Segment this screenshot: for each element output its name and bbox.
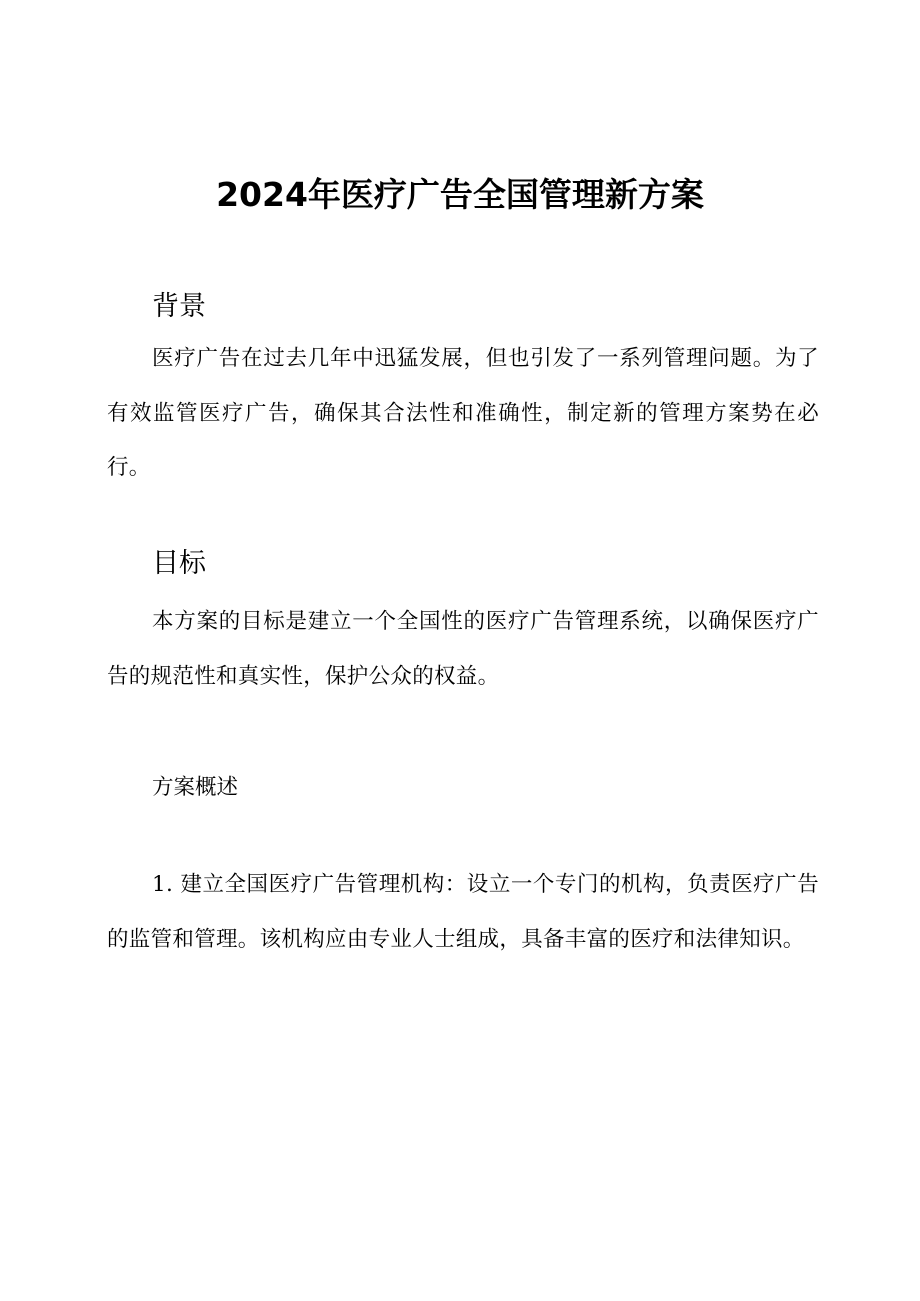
section-heading-goal: 目标	[152, 548, 206, 579]
section-heading-background: 背景	[152, 291, 206, 322]
page-title: 2024年医疗广告全国管理新方案	[216, 175, 704, 214]
paragraph-background: 医疗广告在过去几年中迅猛发展，但也引发了一系列管理问题。为了有效监管医疗广告，确保其合法性和准确性，制定新的管理方案势在必行。	[107, 346, 819, 480]
section-heading-overview: 方案概述	[152, 775, 239, 800]
paragraph-goal: 本方案的目标是建立一个全国性的医疗广告管理系统，以确保医疗广告的规范性和真实性，保护公众的权益。	[107, 609, 819, 689]
overview-item-1: 1. 建立全国医疗广告管理机构：设立一个专门的机构，负责医疗广告的监管和管理。该机构应由专业人士组成，具备丰富的医疗和法律知识。	[107, 872, 819, 952]
